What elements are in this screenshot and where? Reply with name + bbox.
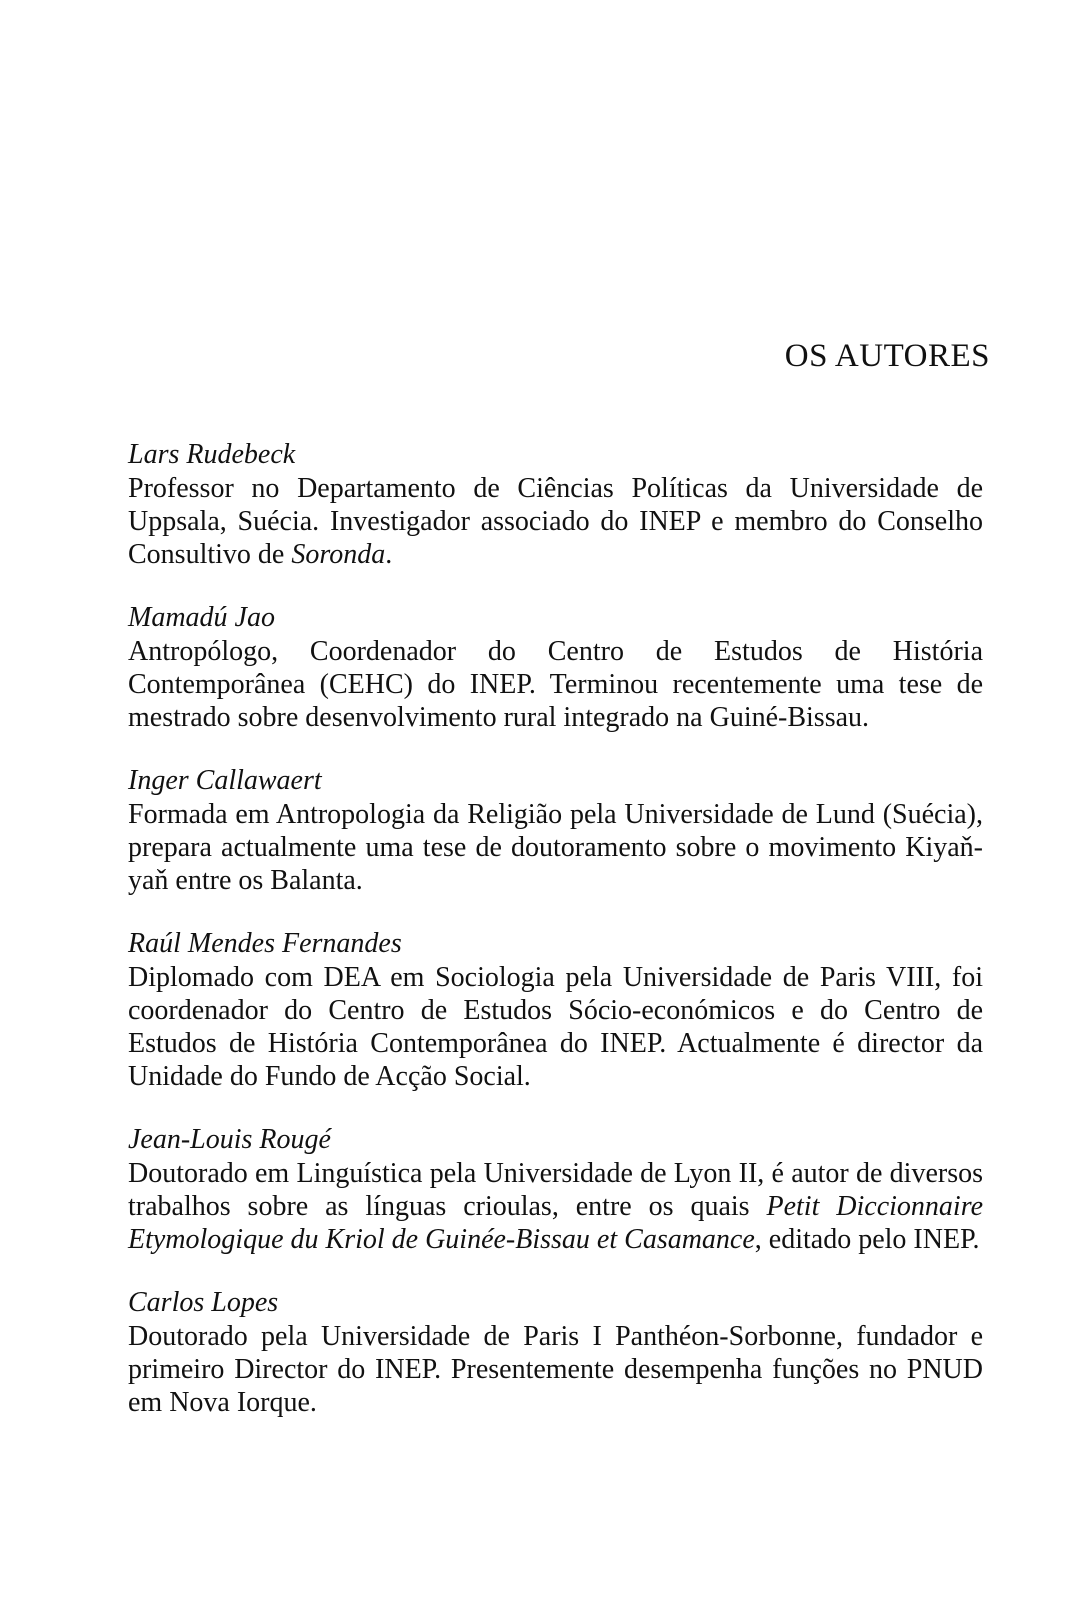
author-name: Lars Rudebeck (128, 439, 296, 470)
author-entry (128, 601, 983, 734)
author-name: Raúl Mendes Fernandes (128, 928, 402, 959)
page-title: OS AUTORES (784, 338, 990, 374)
author-bio (128, 1157, 983, 1256)
author-name: Mamadú Jao (128, 602, 275, 633)
author-bio: Diplomado com DEA em Sociologia pela Universidade de Paris VIII, foi coordenador do Centro de Estudos Sócio-económicos e do Centro de Estudos de História Contemporânea do INEP. Actualmente é director da Unidade do Fundo de Acção Social. (128, 962, 983, 1092)
author-bio: Antropólogo, Coordenador do Centro de Estudos de História Contemporânea (CEHC) do INEP. Terminou recentemente uma tese de mestrado sobre desenvolvimento rural integrado na Guiné-Bissau. (128, 636, 983, 733)
author-name: Carlos Lopes (128, 1287, 279, 1318)
author-entry (128, 438, 983, 571)
author-bio: Doutorado pela Universidade de Paris I Panthéon-Sorbonne, fundador e primeiro Director do INEP. Presentemente desempenha funções no PNUD em Nova Iorque. (128, 1321, 983, 1418)
book-title: Petit Diccionnaire Etymologique du Kriol de Guinée-Bissau et Casamance (128, 1191, 983, 1255)
author-bio-text: Professor no Departamento de Ciências Políticas da Universidade de Uppsala, Suécia. Investigador associado do INEP e membro do Conselho Consultivo de (128, 473, 983, 570)
author-list (128, 438, 983, 1449)
author-entry (128, 1286, 983, 1419)
author-bio: Formada em Antropologia da Religião pela Universidade de Lund (Suécia), prepara actualmente uma tese de doutoramento sobre o movimento Kiyaň-yaň entre os Balanta. (128, 799, 983, 896)
journal-title: Soronda (291, 539, 386, 570)
author-entry (128, 1123, 983, 1256)
author-bio-text: , editado pelo INEP. (754, 1224, 980, 1255)
author-entry (128, 764, 983, 897)
author-name: Inger Callawaert (128, 765, 322, 796)
author-bio (128, 472, 983, 571)
author-bio-text: Doutorado em Linguística pela Universidade de Lyon II, é autor de diversos trabalhos sobre as línguas crioulas, entre os quais (128, 1158, 983, 1222)
author-name: Jean-Louis Rougé (128, 1124, 331, 1155)
author-entry (128, 927, 983, 1093)
author-bio-text: . (385, 539, 393, 570)
